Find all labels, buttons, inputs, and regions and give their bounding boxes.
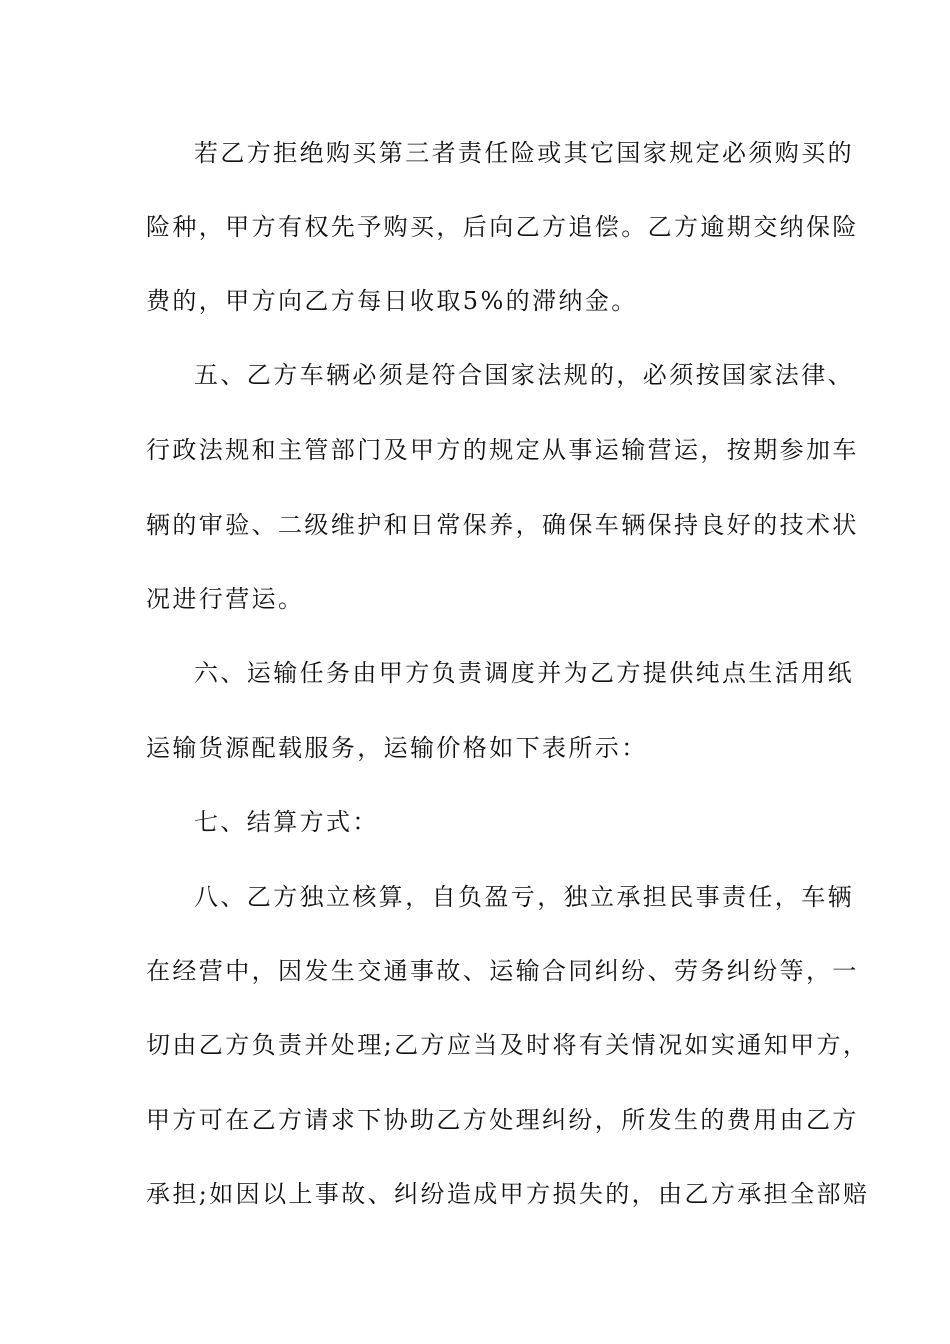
paragraph-line: 辆的审验、二级维护和日常保养，确保车辆保持良好的技术状 <box>146 511 859 539</box>
paragraph-line: 行政法规和主管部门及甲方的规定从事运输营运，按期参加车 <box>146 436 859 464</box>
paragraph-line: 运输货源配载服务，运输价格如下表所示： <box>146 734 648 762</box>
paragraph-line: 五、乙方车辆必须是符合国家法规的，必须按国家法律、 <box>194 361 854 389</box>
paragraph-line: 六、运输任务由甲方负责调度并为乙方提供纯点生活用纸 <box>194 659 854 687</box>
paragraph-line: 切由乙方负责并处理;乙方应当及时将有关情况如实通知甲方， <box>146 1031 870 1059</box>
paragraph-line: 况进行营运。 <box>146 585 305 613</box>
paragraph-line: 在经营中，因发生交通事故、运输合同纠纷、劳务纠纷等，一 <box>146 957 859 985</box>
paragraph-line: 甲方可在乙方请求下协助乙方处理纠纷，所发生的费用由乙方 <box>146 1106 859 1134</box>
paragraph-line: 承担;如因以上事故、纠纷造成甲方损失的，由乙方承担全部赔 <box>146 1180 870 1208</box>
paragraph-line: 七、结算方式： <box>194 808 379 836</box>
paragraph-line: 八、乙方独立核算，自负盈亏，独立承担民事责任，车辆 <box>194 883 854 911</box>
paragraph-line: 费的，甲方向乙方每日收取5%的滞纳金。 <box>146 287 638 315</box>
paragraph-line: 险种，甲方有权先予购买，后向乙方追偿。乙方逾期交纳保险 <box>146 213 859 241</box>
paragraph-line: 若乙方拒绝购买第三者责任险或其它国家规定必须购买的 <box>194 139 854 167</box>
